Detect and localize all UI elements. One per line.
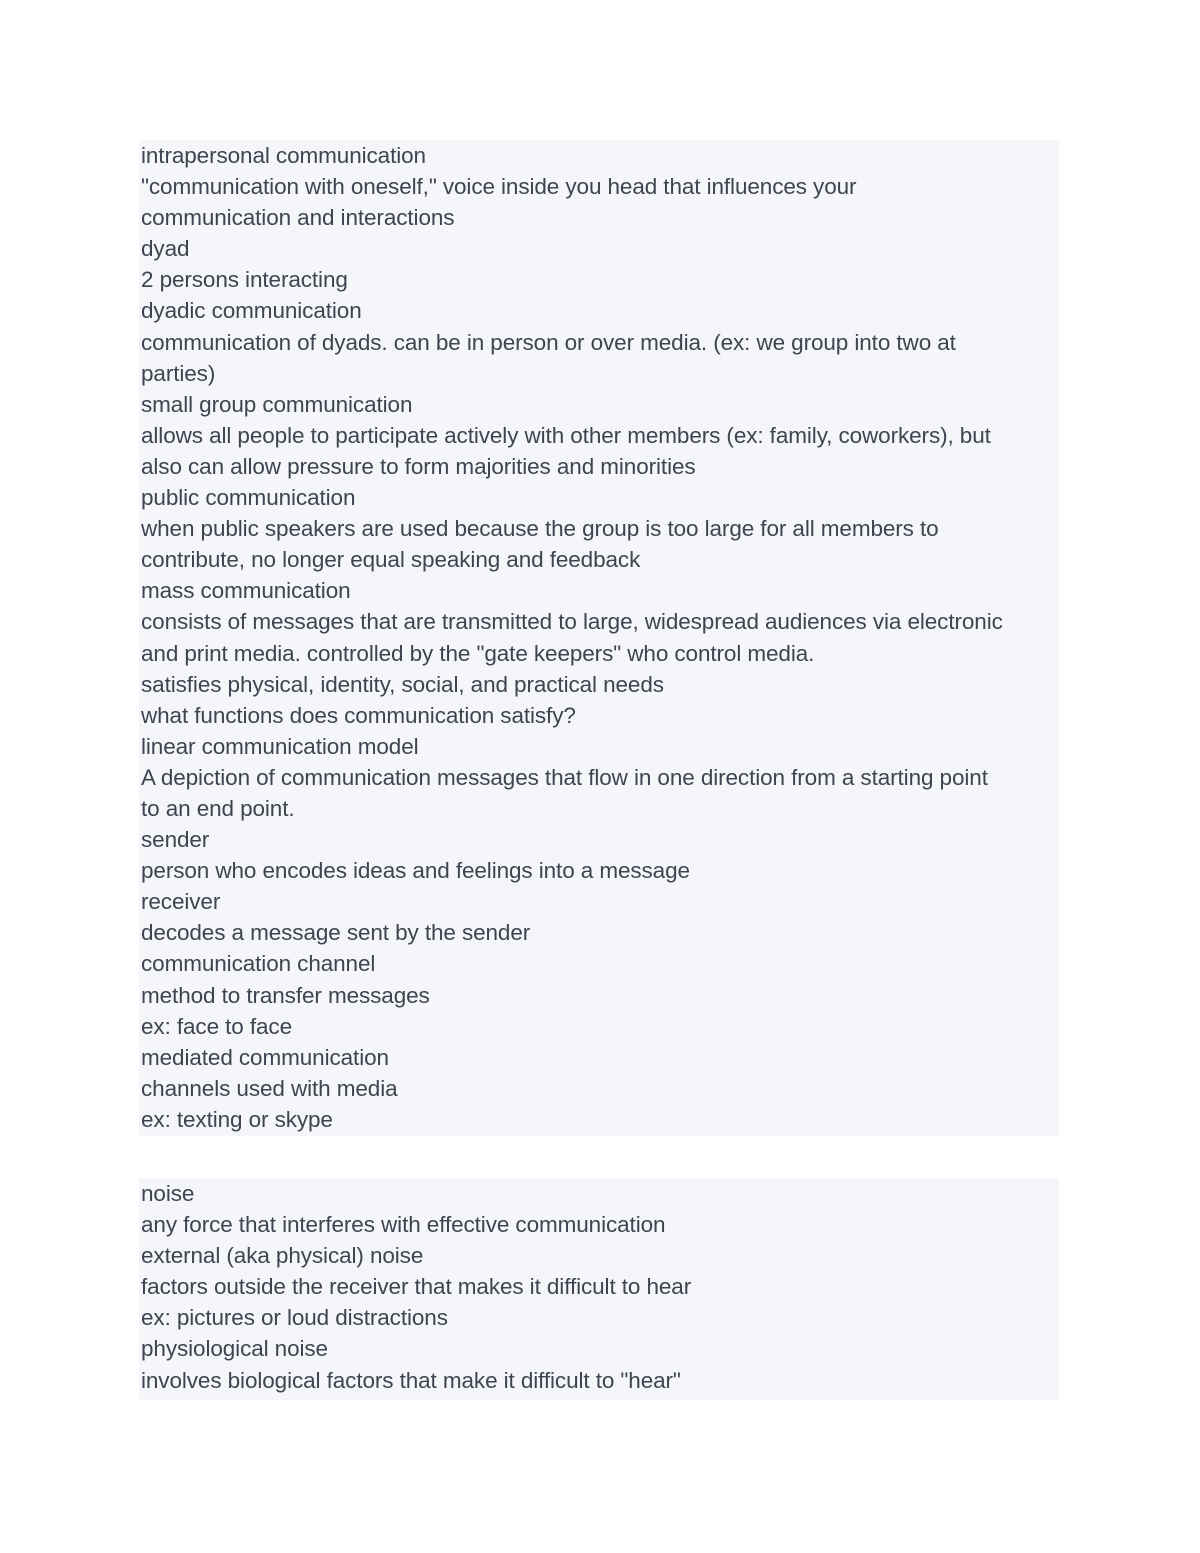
text-line: receiver <box>141 889 221 915</box>
text-line: consists of messages that are transmitted to large, widespread audiences via electronic <box>141 609 1003 635</box>
block-1-lines <box>141 140 1059 1135</box>
text-line: intrapersonal communication <box>141 143 426 168</box>
text-line: when public speakers are used because the group is too large for all members to <box>141 516 939 542</box>
text-line: noise <box>141 1181 195 1206</box>
text-line: A depiction of communication messages that flow in one direction from a starting point <box>141 764 988 790</box>
text-line: any force that interferes with effective communication <box>141 1212 666 1238</box>
text-line: communication and interactions <box>141 205 455 231</box>
text-line: and print media. controlled by the "gate keepers" who control media. <box>141 640 815 666</box>
text-line: channels used with media <box>141 1075 398 1101</box>
text-line: dyadic communication <box>141 298 362 324</box>
text-line: communication channel <box>141 951 376 977</box>
text-line: dyad <box>141 236 190 262</box>
text-line: method to transfer messages <box>141 982 430 1008</box>
text-line: public communication <box>141 485 356 511</box>
text-line: linear communication model <box>141 733 419 759</box>
text-line: involves biological factors that make it difficult to "hear" <box>141 1367 681 1393</box>
text-line: mass communication <box>141 578 351 604</box>
text-line: ex: pictures or loud distractions <box>141 1305 448 1331</box>
text-line: small group communication <box>141 391 413 417</box>
text-line: 2 persons interacting <box>141 267 348 293</box>
text-line: sender <box>141 827 210 853</box>
text-line: decodes a message sent by the sender <box>141 920 531 946</box>
text-line: ex: face to face <box>141 1013 292 1039</box>
text-line: mediated communication <box>141 1044 389 1070</box>
text-line: "communication with oneself," voice inside you head that influences your <box>141 174 857 200</box>
text-line: parties) <box>141 360 216 386</box>
text-line: satisfies physical, identity, social, and practical needs <box>141 671 664 697</box>
text-line: also can allow pressure to form majorities and minorities <box>141 453 696 479</box>
text-line: physiological noise <box>141 1336 328 1362</box>
text-line: allows all people to participate actively with other members (ex: family, coworkers), but <box>141 422 991 448</box>
text-line: communication of dyads. can be in person or over media. (ex: we group into two at <box>141 329 956 355</box>
text-line: to an end point. <box>141 795 295 821</box>
text-line: external (aka physical) noise <box>141 1243 424 1269</box>
text-line: contribute, no longer equal speaking and feedback <box>141 547 641 573</box>
text-line: person who encodes ideas and feelings into a message <box>141 858 690 884</box>
flashcard-block-2 <box>139 1178 1059 1400</box>
flashcard-block-1 <box>139 140 1059 1136</box>
text-line: what functions does communication satisfy? <box>141 702 576 728</box>
text-line: ex: texting or skype <box>141 1106 333 1132</box>
block-2-lines <box>141 1178 1059 1396</box>
text-line: factors outside the receiver that makes it difficult to hear <box>141 1274 692 1300</box>
